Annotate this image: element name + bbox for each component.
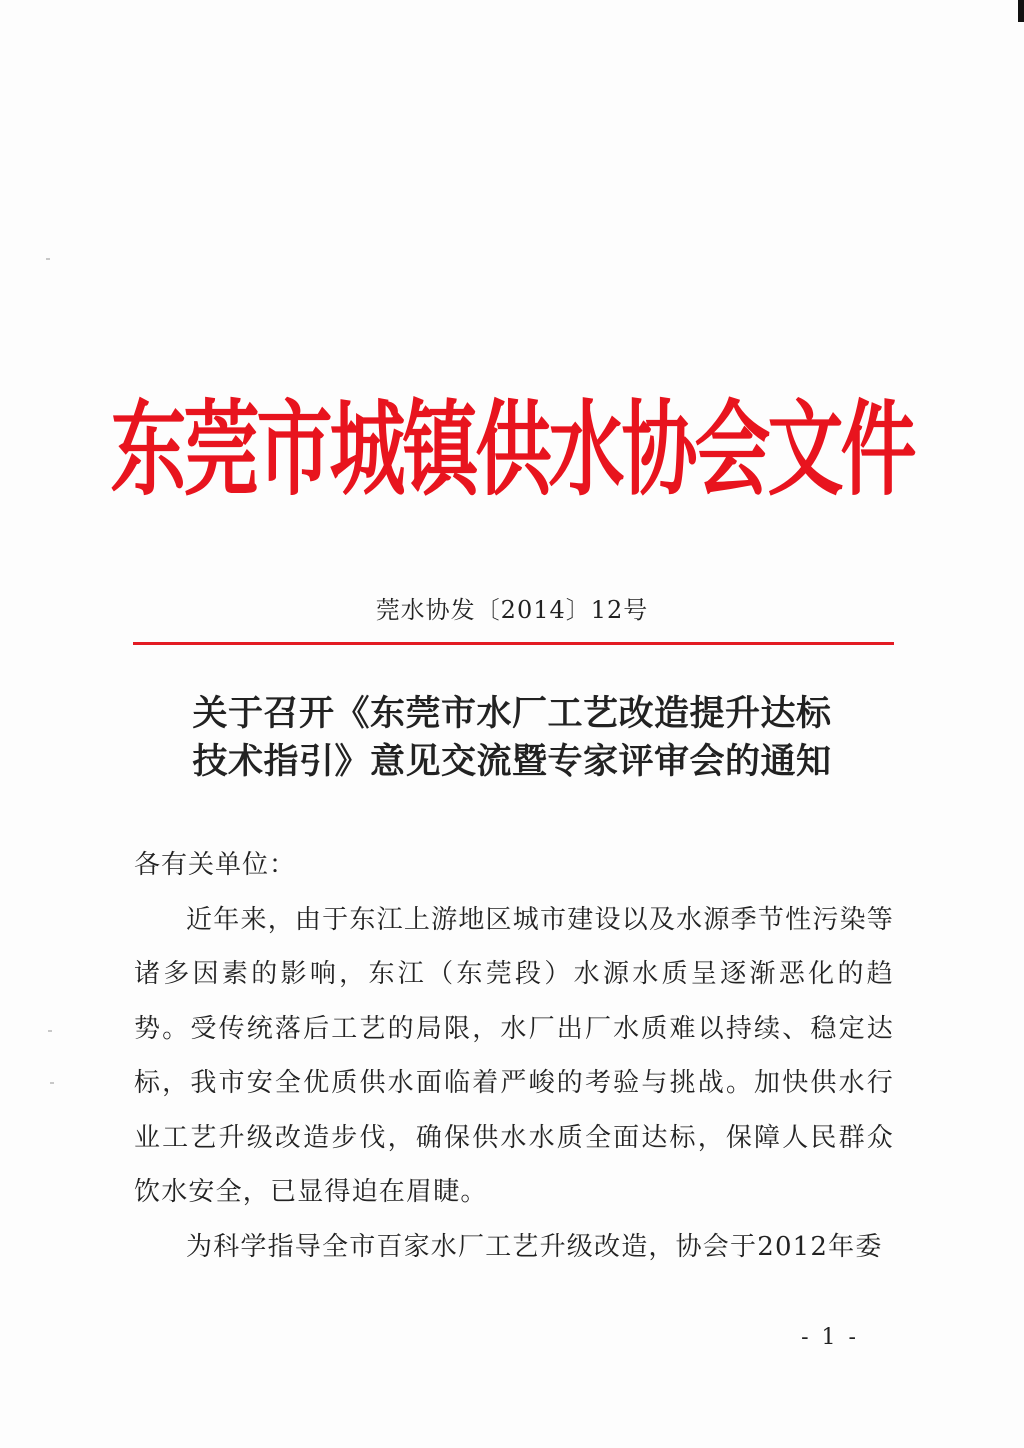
notice-title-line-2: 技术指引》意见交流暨专家评审会的通知 xyxy=(192,741,832,782)
red-divider-line xyxy=(133,642,894,645)
salutation: 各有关单位： xyxy=(134,850,297,880)
body-paragraph-1: 近年来，由于东江上游地区城市建设以及水源季节性污染等诸多因素的影响，东江（东莞段）水源水质呈逐渐恶化的趋势。受传统落后工艺的局限，水厂出厂水质难以持续、稳定达标，我市安全优质供水面临着严峻的考验与挑战。加快供水行业工艺升级改造步伐，确保供水水质全面达标，保障人民群众饮水安全，已显得迫在眉睫。 xyxy=(134,904,894,1207)
scan-speck xyxy=(50,1082,54,1084)
scan-speck xyxy=(48,1030,52,1032)
document-number: 莞水协发〔2014〕12号 xyxy=(375,596,649,624)
body-paragraph-2: 为科学指导全市百家水厂工艺升级改造，协会于2012年委 xyxy=(186,1231,883,1262)
scan-corner-mark xyxy=(1018,0,1024,22)
notice-body xyxy=(134,838,894,1274)
page-number: - 1 - xyxy=(801,1325,859,1350)
notice-title xyxy=(0,690,1024,786)
notice-title-line-1: 关于召开《东莞市水厂工艺改造提升达标 xyxy=(192,693,832,734)
scan-speck xyxy=(46,258,50,260)
masthead-title: 东莞市城镇供水协会文件 xyxy=(110,389,914,510)
